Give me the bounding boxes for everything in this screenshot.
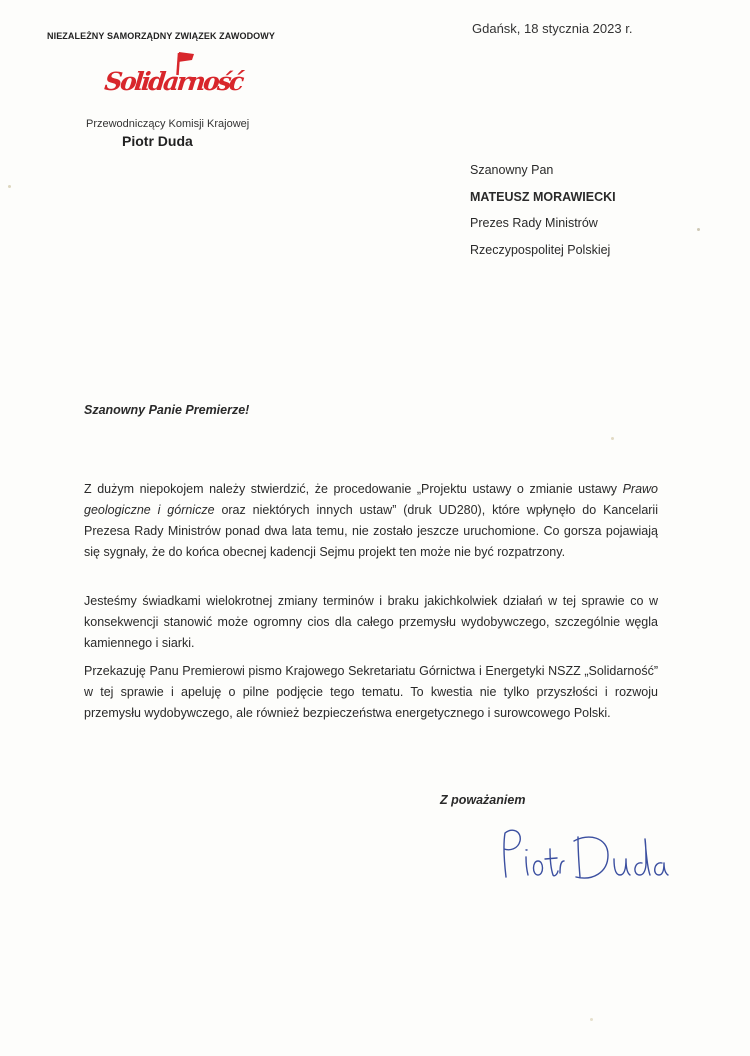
paragraph-1-part-b: oraz niektórych innych ustaw” (druk UD280), które wpłynęło do Kancelarii Prezesa Rady Ministrów ponad dwa lata temu, nie zostało jeszcze uruchomione. Co gorsza pojawiają się sygnały, że do końca obecnej kadencji Sejmu projekt ten może nie być rozpatrzony. [84,503,658,559]
paragraph-1-italic: Prawo geologiczne i górnicze [84,482,658,517]
paragraph-1 [84,479,658,563]
addressee-block [470,157,616,263]
paper-speck [590,1018,593,1021]
letter-date: Gdańsk, 18 stycznia 2023 r. [472,21,633,36]
addressee-name: MATEUSZ MORAWIECKI [470,189,616,204]
paper-speck [8,185,11,188]
closing-phrase: Z poważaniem [440,793,526,807]
paragraph-1-part-a: Z dużym niepokojem należy stwierdzić, że procedowanie „Projektu ustawy o zmianie ustawy [84,482,623,496]
addressee-country: Rzeczypospolitej Polskiej [470,242,611,257]
union-name: NIEZALEŻNY SAMORZĄDNY ZWIĄZEK ZAWODOWY [47,31,275,41]
logo-text: Solidarność [103,66,244,96]
addressee-salutation: Szanowny Pan [470,163,554,177]
paragraph-2: Jesteśmy świadkami wielokrotnej zmiany terminów i braku jakichkolwiek działań w tej sprawie co w konsekwencji stanowić może ogromny cios dla całego przemysłu wydobywczego, szczególnie węgla kamiennego i siarki. [84,594,658,650]
paper-speck [697,228,700,231]
chair-name: Piotr Duda [122,133,193,149]
letter-salutation: Szanowny Panie Premierze! [84,403,250,417]
handwritten-signature [490,815,670,895]
paragraph-3: Przekazuję Panu Premierowi pismo Krajowego Sekretariatu Górnictwa i Energetyki NSZZ „Solidarność” w tej sprawie i apeluję o pilne podjęcie tego tematu. To kwestia nie tylko przyszłości i rozwoju przemysłu wydobywczego, ale również bezpieczeństwa energetycznego i surowcowego Polski. [84,664,658,720]
addressee-position: Prezes Rady Ministrów [470,216,598,230]
solidarnosc-logo [103,50,244,102]
chair-title: Przewodniczący Komisji Krajowej [86,118,250,130]
paper-speck [611,437,614,440]
